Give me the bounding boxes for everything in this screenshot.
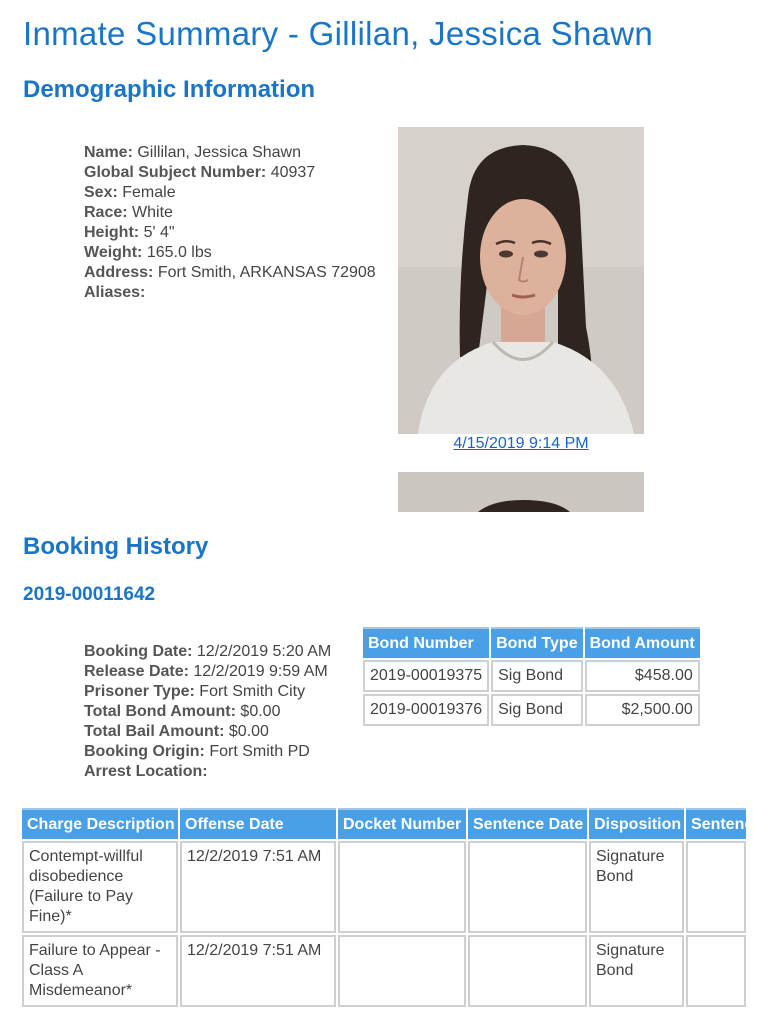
booking-number: 2019-00011642 (23, 584, 156, 605)
field-weight: Weight: 165.0 lbs (84, 244, 212, 261)
charge-description-cell: Failure to Appear - Class A Misdemeanor* (22, 935, 178, 1007)
bond-type-cell: Sig Bond (491, 694, 582, 726)
sentence-cell (686, 841, 746, 933)
table-row (22, 841, 746, 933)
charge-description-cell: Contempt-willful disobedience (Failure to Pay Fine)* (22, 841, 178, 933)
column-header-docket-number: Docket Number (338, 808, 466, 839)
offense-date-cell: 12/2/2019 7:51 AM (180, 841, 336, 933)
charges-table (20, 806, 762, 1009)
bond-type-cell: Sig Bond (491, 660, 582, 692)
disposition-cell: Signature Bond (589, 935, 684, 1007)
booking-history-heading: Booking History (23, 533, 209, 560)
column-header-bond-type: Bond Type (491, 627, 582, 658)
field-name: Name: Gillilan, Jessica Shawn (84, 144, 301, 161)
bond-number-cell: 2019-00019376 (363, 694, 489, 726)
field-global-subject-number: Global Subject Number: 40937 (84, 164, 316, 181)
field-booking-date: Booking Date: 12/2/2019 5:20 AM (84, 643, 332, 660)
field-height: Height: 5' 4" (84, 224, 175, 241)
field-arrest-location: Arrest Location: (84, 763, 208, 780)
column-header-sentence-date: Sentence Date (468, 808, 587, 839)
field-address: Address: Fort Smith, ARKANSAS 72908 (84, 264, 376, 281)
disposition-cell: Signature Bond (589, 841, 684, 933)
bond-amount-cell: $2,500.00 (585, 694, 700, 726)
page-title: Inmate Summary - Gillilan, Jessica Shawn (23, 15, 654, 52)
field-booking-origin: Booking Origin: Fort Smith PD (84, 743, 310, 760)
field-aliases: Aliases: (84, 284, 146, 301)
field-prisoner-type: Prisoner Type: Fort Smith City (84, 683, 306, 700)
bond-amount-cell: $458.00 (585, 660, 700, 692)
field-total-bail-amount: Total Bail Amount: $0.00 (84, 723, 269, 740)
column-header-bond-number: Bond Number (363, 627, 489, 658)
bond-number-cell: 2019-00019375 (363, 660, 489, 692)
column-header-sentence: Sentence (686, 808, 746, 839)
docket-number-cell (338, 841, 466, 933)
offense-date-cell: 12/2/2019 7:51 AM (180, 935, 336, 1007)
column-header-disposition: Disposition (589, 808, 684, 839)
field-release-date: Release Date: 12/2/2019 9:59 AM (84, 663, 328, 680)
sentence-date-cell (468, 841, 587, 933)
field-sex: Sex: Female (84, 184, 176, 201)
docket-number-cell (338, 935, 466, 1007)
photo-date-link[interactable]: 4/15/2019 9:14 PM (453, 435, 589, 452)
charges-table-header-row (22, 808, 746, 839)
sentence-date-cell (468, 935, 587, 1007)
demographic-information-heading: Demographic Information (23, 76, 316, 103)
column-header-offense-date: Offense Date (180, 808, 336, 839)
column-header-bond-amount: Bond Amount (585, 627, 700, 658)
field-race: Race: White (84, 204, 173, 221)
field-total-bond-amount: Total Bond Amount: $0.00 (84, 703, 281, 720)
table-row (22, 935, 746, 1007)
column-header-charge-description: Charge Description (22, 808, 178, 839)
sentence-cell (686, 935, 746, 1007)
